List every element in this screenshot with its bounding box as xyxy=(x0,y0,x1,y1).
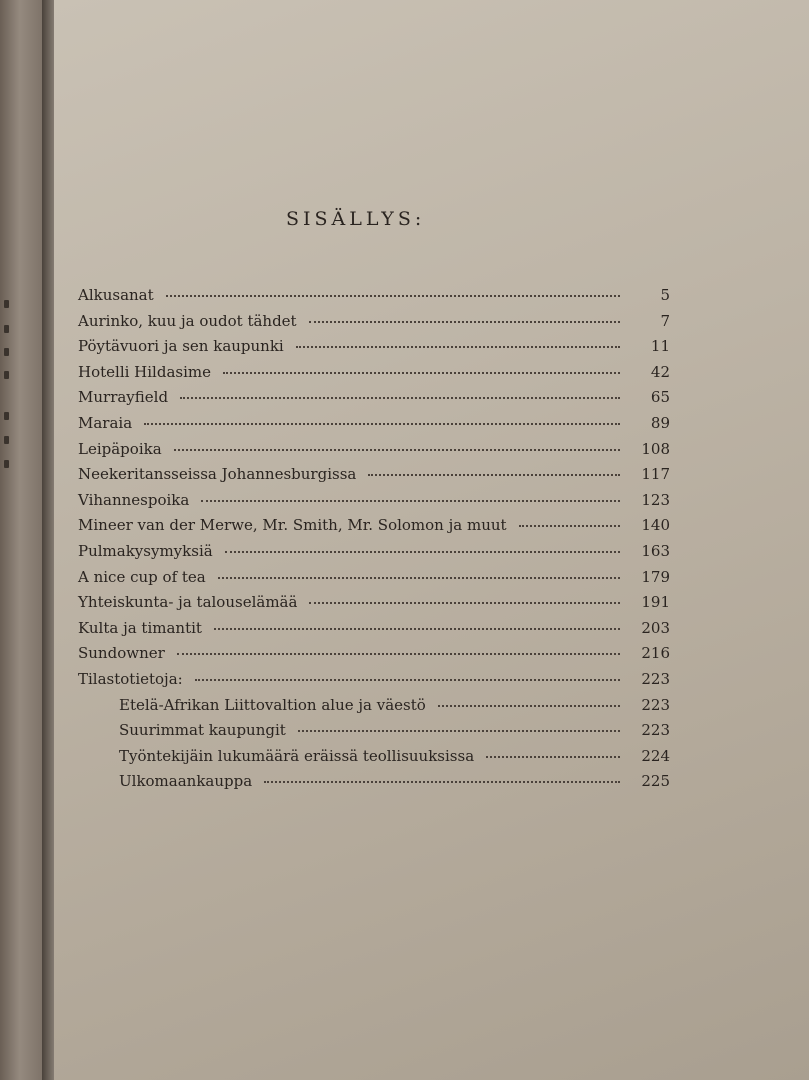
page-heading: SISÄLLYS: xyxy=(286,208,426,230)
toc-entry-page: 179 xyxy=(641,567,670,586)
toc-entry xyxy=(78,491,670,517)
toc-entry-page: 5 xyxy=(660,286,670,304)
toc-entry-page: 11 xyxy=(650,337,670,356)
facing-page-text-fragment xyxy=(4,300,9,308)
facing-page-text-fragment xyxy=(4,460,9,468)
facing-page-text-fragment xyxy=(4,325,9,333)
toc-dot-leader xyxy=(223,372,620,374)
toc-entry xyxy=(78,644,670,670)
toc-entry-title: Maraia xyxy=(78,413,133,432)
facing-page-text-fragment xyxy=(4,348,9,356)
toc-entry-title: Kulta ja timantit xyxy=(78,618,202,637)
toc-entry-title: Suurimmat kaupungit xyxy=(119,721,286,740)
toc-entry xyxy=(78,388,670,414)
toc-entry-page: 223 xyxy=(641,695,670,714)
facing-page-text-fragment xyxy=(4,436,9,444)
toc-dot-leader xyxy=(309,321,620,323)
toc-dot-leader xyxy=(486,756,620,758)
toc-entry-page: 203 xyxy=(641,618,670,637)
toc-entry-page: 191 xyxy=(641,593,670,612)
toc-dot-leader xyxy=(144,423,620,425)
toc-entry xyxy=(78,516,670,542)
toc-entry-title: Sundowner xyxy=(78,644,165,663)
toc-dot-leader xyxy=(264,781,620,783)
toc-entry-title: Vihannespoika xyxy=(78,490,190,509)
facing-page-text-fragment xyxy=(4,371,9,379)
toc-entry xyxy=(78,440,670,466)
toc-entry-page: 140 xyxy=(641,516,670,535)
toc-entry-title: Pöytävuori ja sen kaupunki xyxy=(78,337,284,356)
toc-entry-page: 224 xyxy=(641,746,670,765)
toc-entry-title: Yhteiskunta- ja talouselämää xyxy=(78,593,298,612)
toc-entry xyxy=(78,414,670,440)
toc-entry-title: Tilastotietoja: xyxy=(78,669,183,688)
toc-dot-leader xyxy=(201,500,620,502)
toc-entry-page: 108 xyxy=(641,439,670,458)
toc-entry-page: 163 xyxy=(641,541,670,560)
toc-dot-leader xyxy=(214,628,620,630)
toc-entry-title: Alkusanat xyxy=(78,286,154,304)
toc-entry-page: 123 xyxy=(641,490,670,509)
toc-subentry xyxy=(78,772,670,798)
toc-entry-page: 223 xyxy=(641,669,670,688)
toc-dot-leader xyxy=(225,551,620,553)
toc-entry xyxy=(78,286,670,312)
toc-entry-page: 223 xyxy=(641,721,670,740)
toc-dot-leader xyxy=(177,653,620,655)
toc-entry-title: Etelä-Afrikan Liittovaltion alue ja väestö xyxy=(119,695,426,714)
toc-entry-page: 65 xyxy=(650,388,670,407)
toc-entry xyxy=(78,312,670,338)
toc-entry xyxy=(78,363,670,389)
toc-dot-leader xyxy=(368,474,620,476)
toc-entry-title: Ulkomaankauppa xyxy=(119,772,253,791)
toc-entry xyxy=(78,465,670,491)
toc-dot-leader xyxy=(174,449,620,451)
toc-entry-title: Murrayfield xyxy=(78,388,169,407)
toc-entry xyxy=(78,337,670,363)
toc-entry xyxy=(78,619,670,645)
toc-entry xyxy=(78,542,670,568)
toc-subentry xyxy=(78,747,670,773)
toc-entry-title: A nice cup of tea xyxy=(78,567,206,586)
toc-entry-title: Pulmakysymyksiä xyxy=(78,541,213,560)
facing-page-edge xyxy=(0,0,44,1080)
toc-entry-page: 89 xyxy=(650,413,670,432)
toc-entry-page: 7 xyxy=(660,311,670,330)
table-of-contents xyxy=(78,286,670,798)
toc-entry-page: 216 xyxy=(641,644,670,663)
toc-dot-leader xyxy=(296,346,620,348)
toc-subentry xyxy=(78,696,670,722)
toc-subentry xyxy=(78,721,670,747)
toc-dot-leader xyxy=(195,679,620,681)
toc-entry-title: Työntekijäin lukumäärä eräissä teollisuuksissa xyxy=(119,746,475,765)
facing-page-text-fragment xyxy=(4,412,9,420)
toc-entry-title: Neekeritansseissa Johannesburgissa xyxy=(78,465,357,484)
toc-dot-leader xyxy=(309,602,620,604)
toc-dot-leader xyxy=(166,295,620,297)
toc-dot-leader xyxy=(438,705,620,707)
toc-dot-leader xyxy=(298,730,620,732)
toc-entry-title: Leipäpoika xyxy=(78,439,162,458)
toc-entry-title: Hotelli Hildasime xyxy=(78,362,211,381)
toc-entry xyxy=(78,670,670,696)
toc-entry xyxy=(78,593,670,619)
book-page xyxy=(54,0,809,1080)
toc-entry-page: 225 xyxy=(641,772,670,791)
toc-dot-leader xyxy=(519,525,620,527)
toc-entry xyxy=(78,568,670,594)
toc-dot-leader xyxy=(180,397,620,399)
toc-entry-title: Mineer van der Merwe, Mr. Smith, Mr. Solomon ja muut xyxy=(78,516,507,535)
toc-dot-leader xyxy=(218,577,620,579)
toc-entry-page: 117 xyxy=(641,465,670,484)
toc-entry-page: 42 xyxy=(650,362,670,381)
toc-entry-title: Aurinko, kuu ja oudot tähdet xyxy=(78,311,297,330)
